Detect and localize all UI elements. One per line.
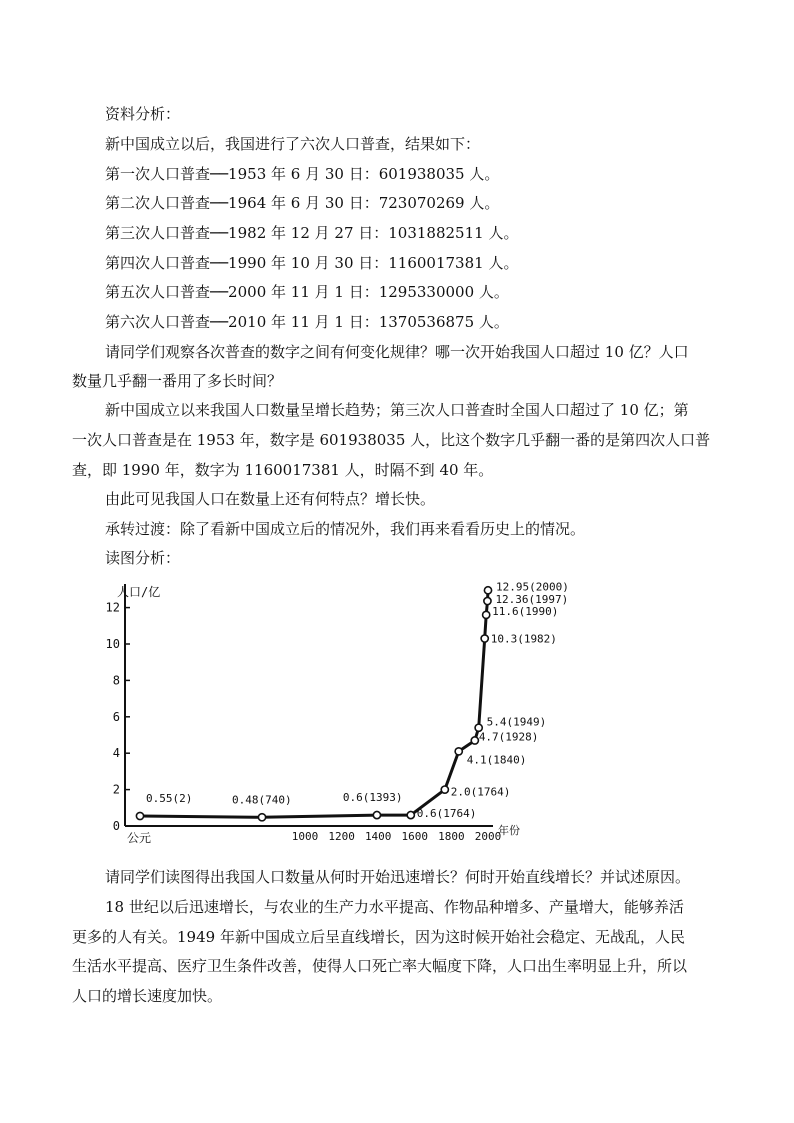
x-tick-label: 1200 xyxy=(328,830,355,843)
data-point xyxy=(258,814,265,821)
x-axis-label: 年份 xyxy=(498,824,520,837)
question-1-line-2: 数量几乎翻一番用了多长时间？ xyxy=(72,372,283,390)
y-tick-label: 2 xyxy=(112,782,120,797)
data-label: 4.7(1928) xyxy=(478,730,539,744)
data-point xyxy=(407,811,414,818)
series-line xyxy=(140,590,488,817)
data-point xyxy=(471,737,478,744)
x-origin-label: 公元 xyxy=(127,831,152,845)
census-line-1: 第一次人口普查──1953 年 6 月 30 日：601938035 人。 xyxy=(105,165,500,183)
transition-line: 承转过渡：除了看新中国成立后的情况外，我们再来看看历史上的情况。 xyxy=(105,520,586,538)
answer-1-line-2: 一次人口普查是在 1953 年，数字是 601938035 人，比这个数字几乎翻一番的是第四次人口普 xyxy=(72,431,711,449)
x-tick-label: 1600 xyxy=(401,830,429,843)
y-tick-label: 10 xyxy=(105,637,120,651)
y-axis-label: 人口/亿 xyxy=(117,585,161,599)
data-point xyxy=(484,587,491,594)
data-point xyxy=(136,812,143,819)
data-point xyxy=(483,611,490,618)
answer-3-line-1: 18 世纪以后迅速增长，与农业的生产力水平提高、作物品种增多、产量增大，能够养活 xyxy=(105,898,684,916)
population-chart xyxy=(105,572,575,850)
data-point xyxy=(484,597,491,604)
answer-3-line-2: 更多的人有关。1949 年新中国成立后呈直线增长，因为这时候开始社会稳定、无战乱，人民 xyxy=(72,928,685,946)
x-tick-label: 1400 xyxy=(364,830,392,843)
read-label: 读图分析： xyxy=(105,549,181,567)
data-point xyxy=(455,748,462,755)
answer-3-line-3: 生活水平提高、医疗卫生条件改善，使得人口死亡率大幅度下降，人口出生率明显上升，所以 xyxy=(72,957,688,975)
data-label: 12.36(1997) xyxy=(495,593,569,607)
y-tick-label: 8 xyxy=(112,673,120,688)
question-1-line-1: 请同学们观察各次普查的数字之间有何变化规律？哪一次开始我国人口超过 10 亿？人口 xyxy=(105,343,689,361)
data-label: 4.1(1840) xyxy=(466,753,527,767)
data-label: 10.3(1982) xyxy=(490,632,557,646)
census-line-5: 第五次人口普查──2000 年 11 月 1 日：1295330000 人。 xyxy=(105,283,509,301)
intro-label: 资料分析： xyxy=(105,105,181,123)
census-line-3: 第三次人口普查──1982 年 12 月 27 日：1031882511 人。 xyxy=(105,224,519,242)
y-tick-label: 4 xyxy=(112,746,120,761)
y-tick-label: 6 xyxy=(112,709,120,724)
answer-1-line-1: 新中国成立以来我国人口数量呈增长趋势；第三次人口普查时全国人口超过了 10 亿；第 xyxy=(105,401,689,419)
census-line-6: 第六次人口普查──2010 年 11 月 1 日：1370536875 人。 xyxy=(105,313,509,331)
x-tick-label: 1000 xyxy=(291,830,319,843)
answer-1-line-3: 查，即 1990 年，数字为 1160017381 人，时隔不到 40 年。 xyxy=(72,461,494,479)
y-tick-label: 0 xyxy=(112,819,120,833)
census-line-4: 第四次人口普查──1990 年 10 月 30 日：1160017381 人。 xyxy=(105,254,519,272)
data-label: 0.55(2) xyxy=(146,791,193,805)
data-label: 5.4(1949) xyxy=(486,715,547,729)
y-tick-label: 12 xyxy=(105,600,120,615)
answer-3-line-4: 人口的增长速度加快。 xyxy=(72,987,223,1005)
data-label: 0.6(1764) xyxy=(416,807,477,821)
data-point xyxy=(481,635,488,642)
intro-line: 新中国成立以后，我国进行了六次人口普查，结果如下： xyxy=(105,135,481,153)
census-line-2: 第二次人口普查──1964 年 6 月 30 日：723070269 人。 xyxy=(105,194,500,212)
data-label: 11.6(1990) xyxy=(492,604,559,618)
data-label: 2.0(1764) xyxy=(450,785,511,799)
x-tick-label: 1800 xyxy=(438,830,465,843)
data-point xyxy=(373,811,380,818)
data-point xyxy=(441,786,448,793)
data-label: 0.6(1393) xyxy=(342,791,403,805)
question-3: 请同学们读图得出我国人口数量从何时开始迅速增长？何时开始直线增长？并试述原因。 xyxy=(105,868,691,886)
data-label: 0.48(740) xyxy=(232,793,292,807)
x-tick-label: 2000 xyxy=(474,830,502,843)
data-label: 12.95(2000) xyxy=(496,580,569,594)
question-2: 由此可见我国人口在数量上还有何特点？增长快。 xyxy=(105,490,436,508)
